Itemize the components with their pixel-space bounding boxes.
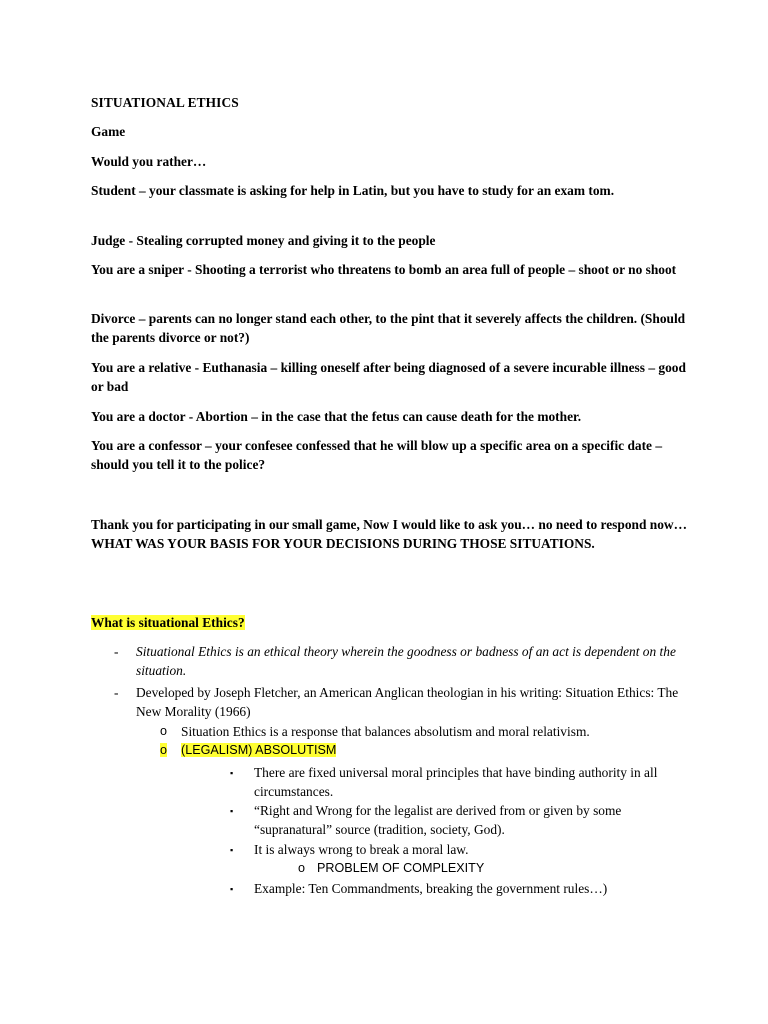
square-marker: ▪ [230,806,234,816]
dash-marker: - [114,644,119,659]
developed-by-text: Developed by Joseph Fletcher, an American Anglican theologian in his writing: Situation Ethics: The New Morality (1966) [136,685,679,720]
right-wrong-text: “Right and Wrong for the legalist are derived from or given by some “supranatural” source (tradition, society, God). [254,803,622,838]
legalism-absolutism-text: (LEGALISM) ABSOLUTISM [181,743,337,757]
problem-of-complexity: PROBLEM OF COMPLEXITY [317,861,485,875]
thank-you-paragraph: Thank you for participating in our small game, Now I would like to ask you… no need to respond now… WHAT WAS YOUR BASIS FOR YOUR DECISIONS DURING THOSE SITUATIONS. [91,517,687,552]
square-marker: ▪ [230,845,234,855]
always-wrong-text: It is always wrong to break a moral law. [254,842,469,857]
scenario-relative: You are a relative - Euthanasia – killing oneself after being diagnosed of a severe incurable illness – good or bad [91,360,686,395]
scenario-student: Student – your classmate is asking for help in Latin, but you have to study for an exam tom. [91,183,615,198]
circle-marker: o [298,861,306,875]
section-heading [91,613,691,632]
section-heading-text: What is situational Ethics? [91,615,245,630]
scenario-judge: Judge - Stealing corrupted money and giving it to the people [91,233,436,248]
fixed-principles-text: There are fixed universal moral principles that have binding authority in all circumstances. [254,765,658,800]
legalism-absolutism [181,741,681,760]
game-label: Game [91,124,126,139]
circle-marker-highlighted: o [160,743,168,757]
scenario-doctor: You are a doctor - Abortion – in the case that the fetus can cause death for the mother. [91,409,582,424]
document-title: SITUATIONAL ETHICS [91,95,239,110]
example-text: Example: Ten Commandments, breaking the government rules…) [254,881,608,896]
circle-marker: o [160,724,168,738]
scenario-divorce: Divorce – parents can no longer stand each other, to the pint that it severely affects the children. (Should the parents divorce or not?) [91,311,686,346]
scenario-confessor: You are a confessor – your confesee confessed that he will blow up a specific area on a specific date – should you tell it to the police? [91,438,663,473]
square-marker: ▪ [230,768,234,778]
would-you-rather-label: Would you rather… [91,154,207,169]
scenario-sniper: You are a sniper - Shooting a terrorist who threatens to bomb an area full of people – shoot or no shoot [91,262,677,277]
dash-marker: - [114,685,119,700]
response-text: Situation Ethics is a response that balances absolutism and moral relativism. [181,724,590,739]
definition-text: Situational Ethics is an ethical theory wherein the goodness or badness of an act is dependent on the situation. [136,644,676,679]
square-marker: ▪ [230,884,234,894]
